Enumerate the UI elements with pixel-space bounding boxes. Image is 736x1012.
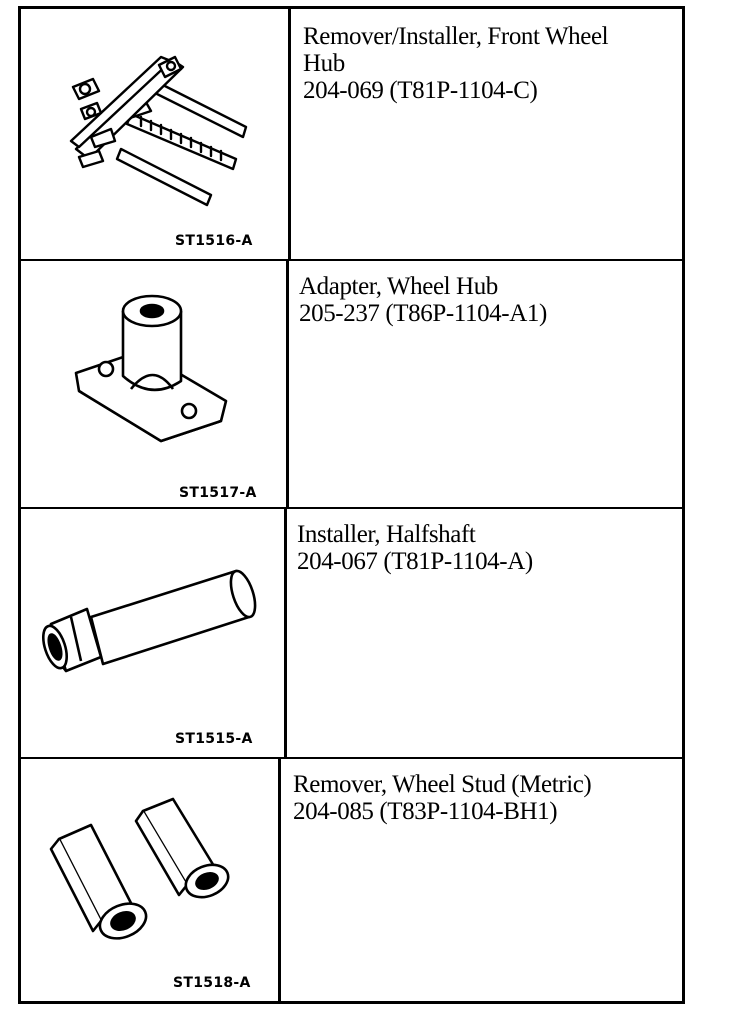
illustration-cell bbox=[21, 261, 289, 507]
part-number: 204-069 (T81P-1104-C) bbox=[303, 77, 538, 104]
part-number: 204-085 (T83P-1104-BH1) bbox=[293, 798, 558, 825]
image-code: ST1517-A bbox=[179, 485, 257, 501]
tool-name: Adapter, Wheel Hub bbox=[299, 273, 498, 300]
tool-description bbox=[293, 759, 682, 1001]
tool-description bbox=[303, 9, 682, 259]
table-row bbox=[21, 9, 682, 261]
tool-name: Remover, Wheel Stud (Metric) bbox=[293, 771, 592, 798]
tool-description bbox=[297, 509, 682, 757]
table-row bbox=[21, 759, 682, 1001]
tool-name: Installer, Halfshaft bbox=[297, 521, 476, 548]
special-tools-table bbox=[18, 6, 685, 1004]
tool-name: Remover/Installer, Front Wheel bbox=[303, 23, 609, 50]
tool-name-continued: Hub bbox=[303, 50, 345, 77]
image-code: ST1516-A bbox=[175, 233, 253, 249]
illustration-cell bbox=[21, 9, 291, 259]
wheel-stud-remover-icon bbox=[21, 759, 281, 1001]
part-number: 204-067 (T81P-1104-A) bbox=[297, 548, 533, 575]
table-row bbox=[21, 261, 682, 509]
tool-description bbox=[299, 261, 682, 507]
illustration-cell bbox=[21, 509, 287, 757]
part-number: 205-237 (T86P-1104-A1) bbox=[299, 300, 547, 327]
wheel-hub-adapter-icon bbox=[21, 261, 289, 509]
hub-remover-installer-icon bbox=[21, 9, 291, 261]
halfshaft-installer-icon bbox=[21, 509, 287, 759]
image-code: ST1518-A bbox=[173, 975, 251, 991]
image-code: ST1515-A bbox=[175, 731, 253, 747]
illustration-cell bbox=[21, 759, 281, 1001]
table-row bbox=[21, 509, 682, 759]
